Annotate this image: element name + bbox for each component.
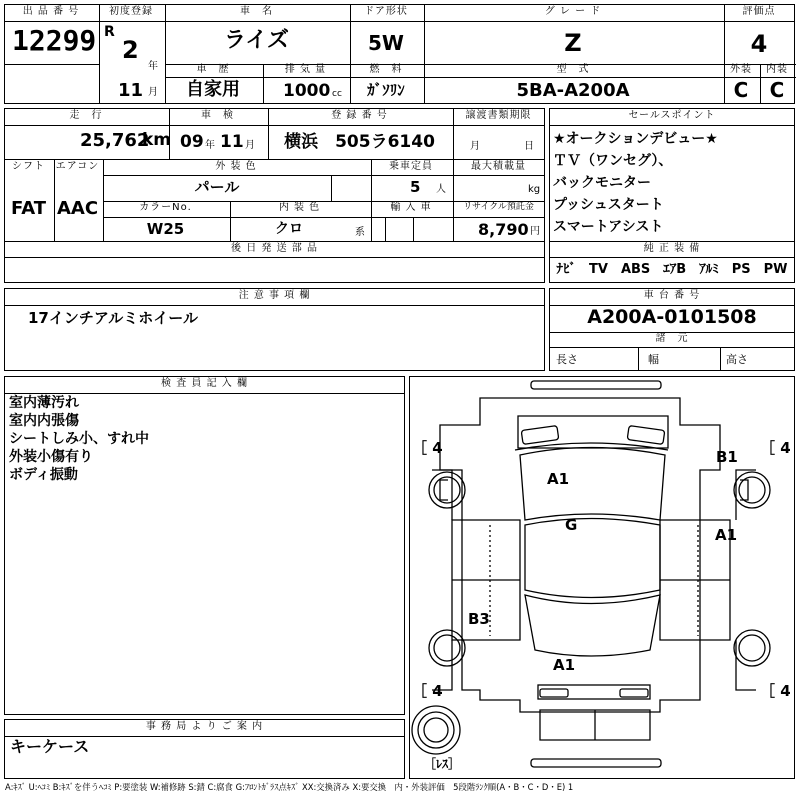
int-color-unit: 系 [355, 227, 365, 238]
specs-label: 諸 元 [655, 333, 689, 344]
int-grade-label: 内装 [766, 64, 788, 75]
fuel-label: 燃 料 [369, 64, 403, 75]
ext-grade-value: C [733, 78, 749, 102]
damage-mark-rear: A1 [553, 656, 576, 674]
color-no-label: カラーNo. [139, 202, 192, 213]
sales-point-3: バックモニター [553, 175, 651, 191]
max-load-unit: kg [528, 184, 541, 195]
equipment-label: 純 正 装 備 [643, 243, 701, 254]
mileage-value: 25,762 [80, 130, 150, 151]
inspection-month: 11 [220, 132, 244, 152]
mileage-unit: km [142, 130, 172, 150]
int-grade-value: C [769, 78, 785, 102]
caution-label: 注 意 事 項 欄 [238, 290, 311, 301]
sales-point-2: ＴＶ（ワンセグ）、 [553, 153, 673, 169]
import-label: 輸 入 車 [390, 202, 432, 213]
tire-rear-left: ［ 4 [412, 682, 443, 700]
tire-front-left: ［ 4 [412, 439, 443, 457]
lot-number: 12299 [12, 24, 97, 57]
plate-value: 横浜 505ラ6140 [284, 132, 435, 152]
inspection-year-unit: 年 [205, 140, 215, 151]
capacity-value: 5 [410, 178, 421, 196]
spec-length: 長さ [556, 353, 578, 366]
recycle-unit: 円 [530, 226, 540, 237]
spec-height: 高さ [726, 353, 748, 366]
int-color-value: クロ [275, 221, 303, 237]
score-value: 4 [750, 30, 768, 58]
car-name-label: 車 名 [240, 6, 273, 17]
fuel-value: ｶﾞｿﾘﾝ [367, 81, 405, 99]
inspector-note-1: 室内薄汚れ [9, 395, 79, 411]
tire-front-right: ［ 4 [760, 439, 791, 457]
first-reg-month: 11 [118, 80, 144, 101]
ext-grade-label: 外装 [730, 64, 752, 75]
inspector-note-4: 外装小傷有り [9, 449, 93, 465]
tire-rear-right: ［ 4 [760, 682, 791, 700]
chassis-label: 車 台 番 号 [643, 290, 701, 301]
color-no-value: W25 [146, 220, 185, 238]
aircon-label: エアコン [55, 161, 100, 172]
inspection-label: 車 検 [201, 110, 234, 121]
first-reg-year: 2 [122, 36, 139, 64]
aircon-value: AAC [56, 198, 99, 219]
max-load-label: 最大積載量 [471, 161, 526, 172]
transfer-label: 譲渡書類期限 [465, 110, 532, 121]
capacity-unit: 人 [436, 184, 446, 195]
door-label: ドア形状 [364, 6, 408, 17]
damage-mark-front-right: B1 [716, 448, 738, 466]
inspector-note-5: ボディ振動 [9, 467, 78, 483]
score-label: 評価点 [742, 6, 776, 17]
office-value: キーケース [10, 737, 90, 756]
capacity-label: 乗車定員 [389, 161, 433, 172]
displacement-label: 排 気 量 [284, 64, 327, 75]
inspection-year: 09 [180, 132, 204, 152]
car-name: ライズ [223, 28, 290, 53]
inspector-note-2: 室内内張傷 [9, 413, 79, 429]
inspector-note-3: シートしみ小、すれ中 [9, 431, 149, 447]
model-value: 5BA-A200A [516, 80, 630, 101]
recycle-value: 8,790 [478, 220, 529, 239]
damage-mark-hood: A1 [547, 470, 570, 488]
sales-point-5: スマートアシスト [553, 219, 664, 235]
later-parts-label: 後 日 発 送 部 品 [231, 243, 318, 254]
sales-point-4: プッシュスタート [553, 197, 664, 213]
first-reg-year-unit: 年 [148, 61, 158, 72]
damage-mark-right-door: A1 [715, 526, 738, 544]
sales-point-1: ★オークションデビュー★ [553, 131, 718, 147]
office-label: 事 務 局 よ り ご 案 内 [145, 721, 264, 732]
lot-label: 出 品 番 号 [22, 6, 80, 17]
transfer-day-unit: 日 [524, 141, 534, 152]
history-label: 車 歴 [196, 64, 230, 75]
transfer-month-unit: 月 [470, 141, 480, 152]
damage-mark-glass: G [565, 516, 578, 534]
plate-label: 登 録 番 号 [331, 110, 388, 121]
spare-tire-label: ［ﾚｽ］ [424, 757, 461, 771]
legend-text: A:ｷｽﾞ U:ﾍｺﾐ B:ｷｽﾞを伴うﾍｺﾐ P:要塗装 W:補修跡 S:錆 C:腐食 G:ﾌﾛﾝﾄｶﾞﾗｽ点ｷｽﾞ XX:交換済み X:要交換 内・外装評価 5段階ﾗﾝｸ順(A・B・C・D・E) 1 [5, 782, 574, 792]
caution-value: 17インチアルミホイール [28, 309, 198, 327]
recycle-label: リサイクル預託金 [463, 202, 534, 212]
sales-points-label: セールスポイント [628, 110, 716, 121]
chassis-value: A200A-0101508 [587, 306, 757, 328]
ext-color-label: 外 装 色 [215, 161, 257, 172]
displacement-value: 1000 [283, 81, 331, 101]
damage-mark-left-rear: B3 [468, 610, 490, 628]
model-label: 型 式 [556, 64, 590, 75]
inspection-month-unit: 月 [245, 140, 255, 151]
first-reg-era: R [104, 24, 115, 40]
displacement-unit: cc [332, 89, 342, 99]
grade-value: Z [564, 29, 582, 57]
first-reg-month-unit: 月 [148, 87, 158, 98]
shift-value: FAT [10, 198, 47, 219]
int-color-label: 内 装 色 [278, 202, 321, 213]
history-value: 自家用 [186, 79, 240, 100]
spec-width: 幅 [648, 353, 659, 366]
equipment-value: ﾅﾋﾞ TV ABS ｴｱB ｱﾙﾐ PS PW [556, 262, 788, 277]
mileage-label: 走 行 [69, 110, 103, 121]
door-value: 5W [368, 31, 404, 55]
shift-label: シフト [12, 161, 45, 172]
ext-color-value: パール [194, 178, 240, 196]
inspector-label: 検 査 員 記 入 欄 [161, 378, 248, 389]
first-reg-label: 初度登録 [109, 6, 153, 17]
grade-label: グ レ ー ド [544, 6, 602, 17]
